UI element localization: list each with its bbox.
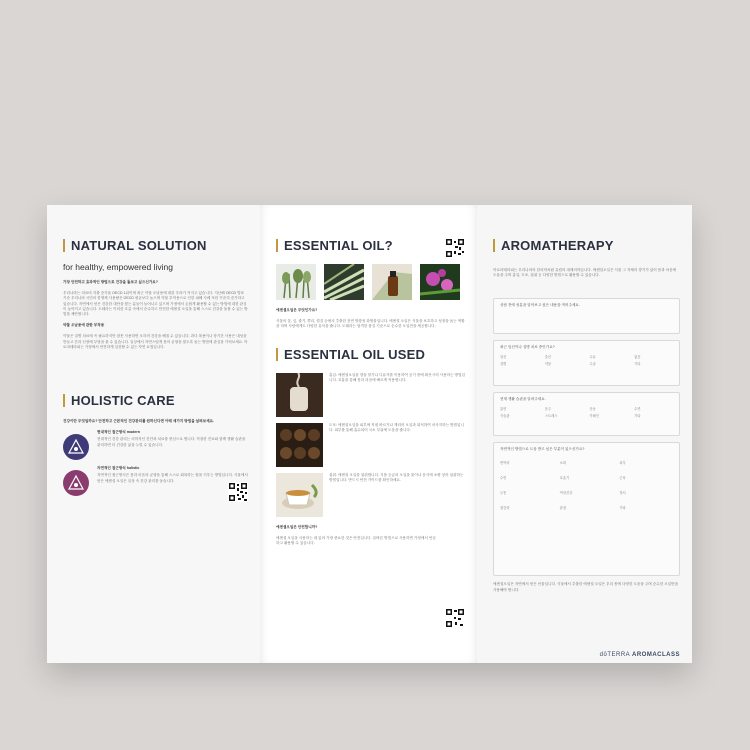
checkbox-option[interactable]: 소화: [559, 461, 567, 466]
concerns-title: 자연적인 방법으로 도움 받고 싶은 부분이 있으신가요?: [500, 447, 585, 452]
lifestyle-options: [500, 406, 673, 418]
checkbox-option[interactable]: 출산: [544, 355, 552, 360]
lifestyle-title: 현재 생활 습관을 알려주세요.: [500, 397, 546, 402]
modern-text: 현대적인 건강 관리는 의학적인 진단과 치료를 중심으로 합니다. 적절한 진료와 함께 생활 습관을 관리하면 더 건강한 삶을 누릴 수 있습니다.: [97, 437, 246, 447]
natural-solution-subtitle: for healthy, empowered living: [63, 262, 173, 272]
diffuser-photo: [276, 373, 323, 417]
plant-photos: [276, 264, 465, 300]
checkbox-option[interactable]: 수면: [634, 407, 641, 412]
holistic-care-heading: HOLISTIC CARE: [63, 394, 248, 407]
checkbox-option[interactable]: 수면: [500, 476, 507, 481]
checkbox-option[interactable]: 관절: [559, 506, 567, 511]
checkbox-option[interactable]: 기타: [634, 362, 641, 367]
checkbox-option[interactable]: 면역력: [500, 461, 510, 466]
qr-code-icon[interactable]: [445, 238, 465, 258]
essential-oil-heading: ESSENTIAL OIL?: [276, 239, 465, 252]
brand-logo: [600, 652, 680, 658]
concerns-box[interactable]: [493, 442, 680, 576]
aromatherapy-heading: AROMATHERAPY: [493, 239, 680, 252]
oil-bottle-photo: [372, 264, 412, 300]
checkbox-option[interactable]: 스트레스: [544, 414, 558, 419]
concerns-options: [500, 460, 673, 510]
holistic-item-modern: [63, 430, 248, 460]
herb-plant-photo: [276, 264, 316, 300]
checkbox-option[interactable]: 임신: [500, 355, 507, 360]
brand-class: AROMACLASS: [632, 652, 680, 658]
holistic-title: 자연적인 접근방식 holistic: [97, 466, 140, 471]
modern-title: 현대적인 접근방식 modern: [97, 430, 140, 435]
natural-solution-heading: NATURAL SOLUTION: [63, 239, 248, 252]
aromatherapy-outro: 에센셜오일은 자연에서 얻은 선물입니다. 식물에서 추출한 에센셜 오일은 우리 몸에 다양한 도움을 주며 순수한 오일만을 사용해야 합니다.: [493, 582, 679, 592]
usage-text: 섭취: 에센셜 오일을 섭취합니다. 식품 등급의 오일을 물이나 음식에 소량 넣어 섭취하는 방법입니다. 반드시 안전 가이드를 확인하세요.: [329, 472, 464, 482]
panel-aromatherapy: [477, 205, 692, 663]
question-text: 가장 안전하고 효과적인 방법으로 건강을 돌보고 싶으신가요?: [63, 280, 158, 284]
qr-code-icon[interactable]: [445, 608, 465, 628]
checkbox-option[interactable]: 집중력: [500, 506, 510, 511]
flower-photo: [420, 264, 460, 300]
health-status-box[interactable]: [493, 340, 680, 386]
bottles-photo: [276, 423, 323, 467]
checkbox-option[interactable]: 여성건강: [559, 491, 573, 496]
checkbox-option[interactable]: 피부: [619, 461, 626, 466]
modern-badge-icon: [63, 434, 89, 460]
checkbox-option[interactable]: 호흡기: [559, 476, 570, 481]
body-text: 에센셜 오일을 사용하는 데 있어 가장 중요한 것은 안전입니다. 올바른 방법으로 사용하면 가정에서 안심하고 활용할 수 있습니다.: [276, 535, 436, 546]
usage-text: 도포: 에센셜오일을 피부에 직접 바르거나 캐리어 오일과 희석하여 마사지하는 방법입니다. 피부를 통해 흡수되어 국소 부위에 도움을 줍니다.: [329, 422, 464, 432]
checkbox-option[interactable]: 흡연: [500, 407, 507, 412]
consult-box-title: 상담 전에 성분을 알아보고 싶은 내용을 적어주세요.: [500, 303, 580, 308]
checkbox-option[interactable]: 식습관: [500, 414, 510, 419]
question-text: 에센셜오일은 안전합니까?: [276, 524, 318, 529]
checkbox-option[interactable]: 질병: [500, 362, 507, 367]
checkbox-option[interactable]: 음주: [544, 407, 552, 412]
checkbox-option[interactable]: 없음: [634, 355, 641, 360]
checkbox-option[interactable]: 근육: [619, 476, 626, 481]
checkbox-option[interactable]: 약물: [544, 362, 552, 367]
body-text: 우리나라는 의료비 지출 증가율 OECD 1위이며 최근 약물 오남용에 대한 우려가 커지고 있습니다. 지난해 OECD 발표 기준 우리나라 국민의 항생제 사용량은 OECD 평균보다 높으며 약물 부작용으로 인한 피해 사례 또한 꾸준히 증가하고 있습니다. 자연에서 얻은 건강한 대안을 찾는 분들이 늘어나고 있으며 가정에서 손쉽게 활용할 수 있는 방법에 대한 관심이 높아지고 있습니다. 도테라는 이러한 흐름 속에서 순수하고 안전한 에센셜 오일을 통해 스스로 건강을 돌볼 수 있는 방법을 제안합니다.: [63, 291, 248, 317]
usage-row-ingest: [276, 473, 465, 517]
checkbox-option[interactable]: 수유: [589, 355, 596, 360]
panel-essential-oil: [260, 205, 477, 663]
checkbox-option[interactable]: 카페인: [589, 414, 600, 419]
checkbox-option[interactable]: 운동: [589, 407, 596, 412]
holistic-text: 자연적인 접근방식은 몸과 마음의 균형을 통해 스스로 회복하는 힘을 키우는 방법입니다. 식물에서 얻은 에센셜 오일은 일상 속 건강 관리를 돕습니다.: [97, 473, 248, 483]
essential-oil-used-heading: ESSENTIAL OIL USED: [276, 348, 465, 361]
brand-name: dōTERRA: [599, 652, 630, 658]
body-text: 약물은 질병 치료에 꼭 필요하지만 잘못 사용하면 오히려 건강을 해칠 수 있습니다. 과다 복용이나 장기간 사용은 내성을 만들고 간과 신장에 부담을 줄 수 있습니다. 일상에서 자연스럽게 몸의 균형을 찾도록 돕는 방법에 관심을 가져보세요. 아로마테라피는 가정에서 안전하게 실천할 수 있는 자연 요법입니다.: [63, 334, 248, 349]
checkbox-option[interactable]: 정서: [619, 491, 626, 496]
checkbox-option[interactable]: 기타: [619, 506, 626, 511]
usage-row-inhale: [276, 373, 465, 417]
usage-row-apply: [276, 423, 465, 467]
holistic-item-natural: [63, 466, 248, 496]
checkbox-option[interactable]: 기타: [634, 414, 641, 419]
aromatherapy-intro: 아로마테라피는 우리나라의 한의학처럼 유럽의 대체의학입니다. 에센셜오일은 식물 그 자체의 향기가 있어 몸과 마음에 도움을 주며 흡입, 도포, 섭취 등 다양한 방법으로 활용할 수 있습니다.: [493, 268, 677, 278]
lifestyle-box[interactable]: [493, 392, 680, 436]
tea-cup-photo: [276, 473, 323, 517]
question-text: 약물 오남용에 관한 부작용: [63, 323, 105, 328]
consult-box[interactable]: [493, 298, 680, 334]
qr-code-icon[interactable]: [228, 482, 248, 502]
question-text: 에센셜오일은 무엇인가요?: [276, 308, 318, 312]
usage-text: 흡입: 에센셜오일을 향을 맡거나 디퓨저를 이용하여 공기 중에 확산시켜 사용하는 방법입니다. 호흡을 통해 몸과 마음에 빠르게 작용합니다.: [329, 372, 465, 382]
body-text: 식물의 꽃, 잎, 줄기, 뿌리, 껍질 등에서 추출한 천연 방향성 화합물입니다. 에센셜 오일은 식물을 보호하고 성장을 돕는 역할을 하며 사람에게도 다양한 유익을 줍니다. 도테라는 엄격한 품질 기준으로 순수한 오일만을 제공합니다.: [276, 319, 465, 329]
panel-natural-solution: [47, 205, 260, 663]
health-status-title: 최근 임신이나 질병 치료 중인가요?: [500, 345, 555, 350]
holistic-intro: 건강이란 무엇일까요? 안전하고 근본적인 건강관리를 원하신다면 아래 세가지 방법을 살펴보세요.: [63, 419, 215, 424]
checkbox-option[interactable]: 두통: [500, 491, 507, 496]
lemongrass-photo: [324, 264, 364, 300]
holistic-badge-icon: [63, 470, 89, 496]
brochure: [47, 205, 692, 663]
checkbox-option[interactable]: 수술: [589, 362, 596, 367]
health-status-options: [500, 354, 673, 366]
